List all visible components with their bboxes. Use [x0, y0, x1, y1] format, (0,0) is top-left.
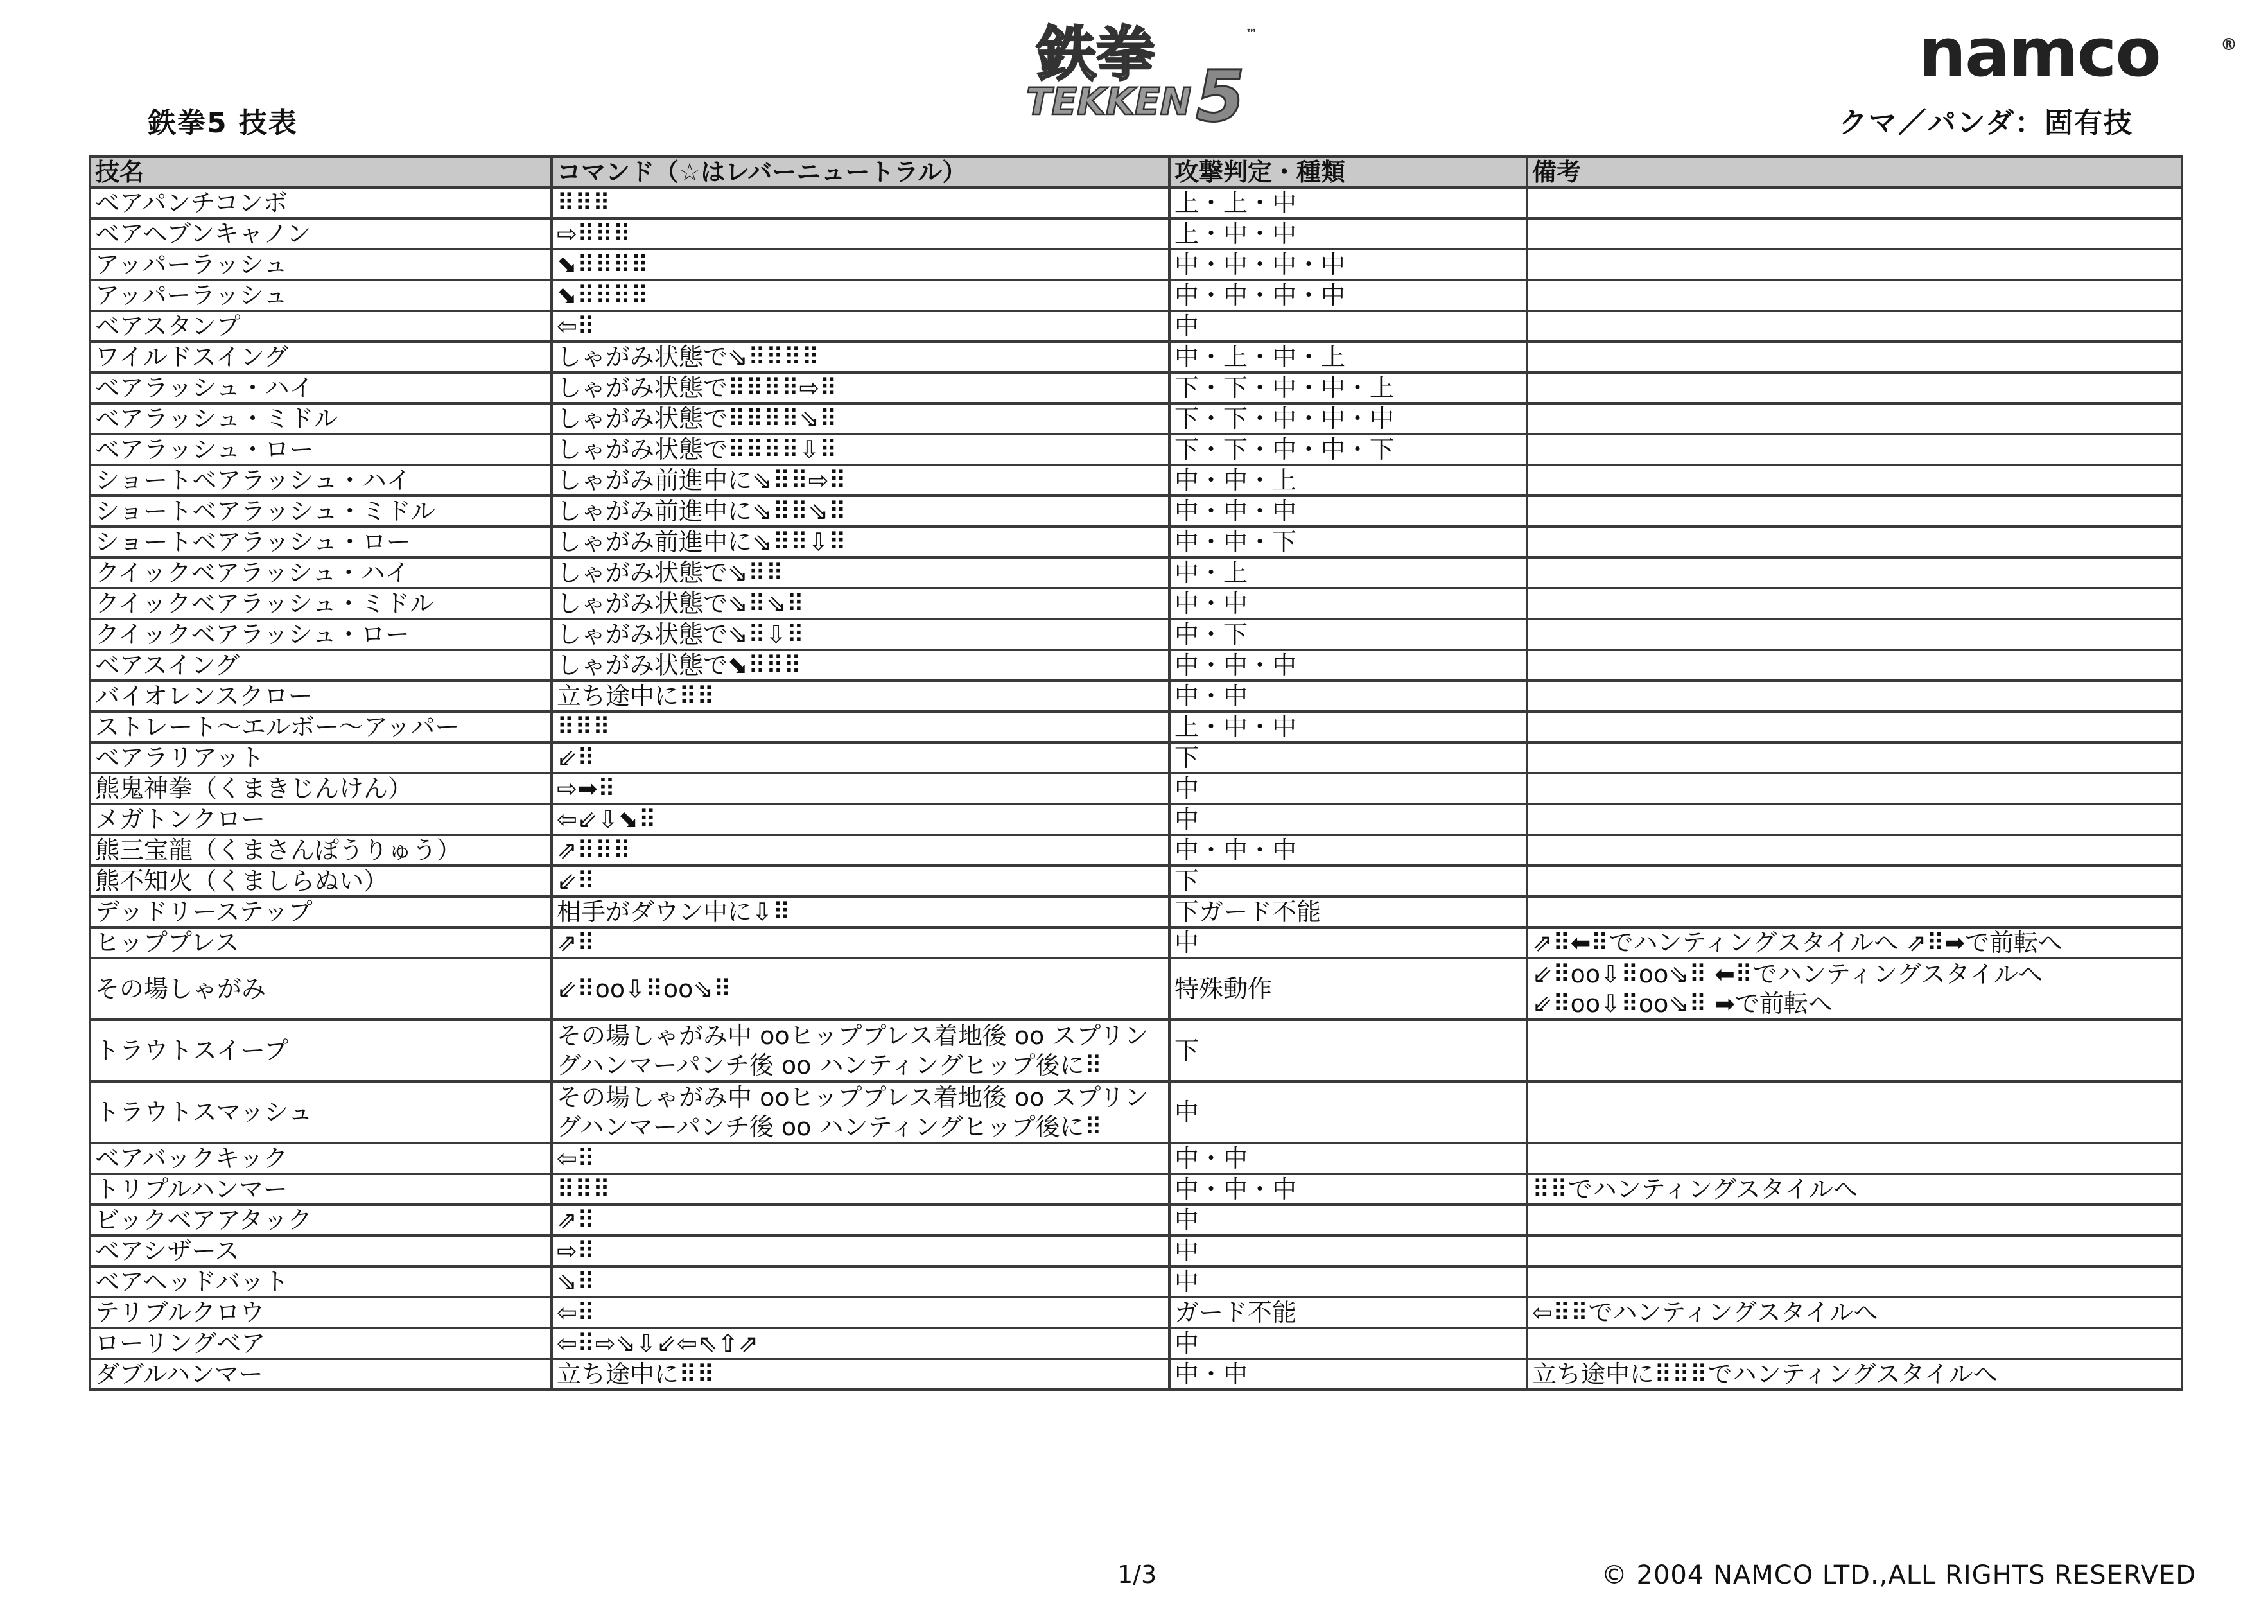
move-name: ベアスタンプ	[90, 311, 552, 342]
table-row	[90, 1143, 2182, 1174]
move-name: ヒッププレス	[90, 927, 552, 958]
page-number: 1/3	[1117, 1560, 1157, 1589]
attack-type: 中・中・中	[1169, 1174, 1527, 1205]
move-note	[1527, 1328, 2182, 1359]
attack-type: 下・下・中・中・上	[1169, 372, 1527, 403]
move-name: クイックベアラッシュ・ハイ	[90, 557, 552, 588]
attack-type: 中・中・中・中	[1169, 280, 1527, 311]
attack-type: 中	[1169, 311, 1527, 342]
move-name: ベアヘブンキャノン	[90, 218, 552, 249]
attack-type: 中・中	[1169, 588, 1527, 619]
move-note	[1527, 434, 2182, 465]
move-command: しゃがみ前進中に⇘⠿⠿⇘⠿	[552, 496, 1169, 527]
attack-type: 上・中・中	[1169, 218, 1527, 249]
move-note	[1527, 712, 2182, 742]
attack-type: 中	[1169, 1266, 1527, 1297]
attack-type: 中・上・中・上	[1169, 342, 1527, 372]
move-command: しゃがみ状態で⠿⠿⠿⠿⇩⠿	[552, 434, 1169, 465]
move-note	[1527, 835, 2182, 866]
move-command: しゃがみ状態で⇘⠿⇘⠿	[552, 588, 1169, 619]
move-command: ⇗⠿⠿⠿	[552, 835, 1169, 866]
document-title: 鉄拳5 技表	[148, 107, 298, 139]
move-command: その場しゃがみ中 ooヒッププレス着地後 oo スプリングハンマーパンチ後 oo ハンティングヒップ後に⠿	[552, 1081, 1169, 1143]
attack-type: 中	[1169, 927, 1527, 958]
logo-tm: ™	[1246, 27, 1257, 40]
move-command: ⇦⠿	[552, 1143, 1169, 1174]
move-name: ベアシザース	[90, 1235, 552, 1266]
move-command: その場しゃがみ中 ooヒッププレス着地後 oo スプリングハンマーパンチ後 oo ハンティングヒップ後に⠿	[552, 1020, 1169, 1081]
attack-type: 下ガード不能	[1169, 896, 1527, 927]
move-name: ワイルドスイング	[90, 342, 552, 372]
move-name: ダブルハンマー	[90, 1359, 552, 1390]
move-command: ⇦⇙⇩⬊⠿	[552, 804, 1169, 835]
table-row	[90, 1235, 2182, 1266]
table-row	[90, 712, 2182, 742]
move-name: クイックベアラッシュ・ミドル	[90, 588, 552, 619]
move-command: しゃがみ状態で⬊⠿⠿⠿	[552, 650, 1169, 681]
move-name: トラウトスイープ	[90, 1020, 552, 1081]
attack-type: 下	[1169, 742, 1527, 773]
move-note	[1527, 557, 2182, 588]
move-note	[1527, 896, 2182, 927]
move-name: 熊三宝龍（くまさんぽうりゅう）	[90, 835, 552, 866]
table-row	[90, 280, 2182, 311]
attack-type: 中	[1169, 1081, 1527, 1143]
move-note	[1527, 1235, 2182, 1266]
move-note	[1527, 218, 2182, 249]
attack-type: 中・中	[1169, 681, 1527, 712]
move-command: しゃがみ状態で⠿⠿⠿⠿⇘⠿	[552, 403, 1169, 434]
table-row	[90, 311, 2182, 342]
attack-type: 上・中・中	[1169, 712, 1527, 742]
attack-type: 中・中	[1169, 1143, 1527, 1174]
move-command: ⇙⠿oo⇩⠿oo⇘⠿	[552, 958, 1169, 1020]
move-command: ⠿⠿⠿	[552, 188, 1169, 218]
move-name: テリブルクロウ	[90, 1297, 552, 1328]
move-command: 立ち途中に⠿⠿	[552, 681, 1169, 712]
move-command: ⇦⠿	[552, 311, 1169, 342]
column-header-move-name: 技名	[90, 157, 552, 188]
move-command: ⠿⠿⠿	[552, 712, 1169, 742]
move-note	[1527, 1205, 2182, 1235]
move-note: ⇗⠿⬅⠿でハンティングスタイルへ ⇗⠿➡で前転へ	[1527, 927, 2182, 958]
table-row	[90, 188, 2182, 218]
table-row	[90, 588, 2182, 619]
move-name: トリプルハンマー	[90, 1174, 552, 1205]
attack-type: 中	[1169, 804, 1527, 835]
move-command: ⇦⠿⇨⇘⇩⇙⇦⇖⇧⇗	[552, 1328, 1169, 1359]
column-header-attack-type: 攻撃判定・種類	[1169, 157, 1527, 188]
table-row	[90, 465, 2182, 496]
namco-wordmark: namco	[1919, 24, 2160, 89]
attack-type: 上・上・中	[1169, 188, 1527, 218]
move-command: ⬊⠿⠿⠿⠿	[552, 280, 1169, 311]
move-command: しゃがみ前進中に⇘⠿⠿⇩⠿	[552, 527, 1169, 557]
move-note: 立ち途中に⠿⠿⠿でハンティングスタイルへ	[1527, 1359, 2182, 1390]
attack-type: 下・下・中・中・中	[1169, 403, 1527, 434]
table-row	[90, 742, 2182, 773]
table-header-row	[90, 157, 2182, 188]
move-name: トラウトスマッシュ	[90, 1081, 552, 1143]
move-command: ⇦⠿	[552, 1297, 1169, 1328]
attack-type: 中	[1169, 773, 1527, 804]
table-row	[90, 1205, 2182, 1235]
move-name: ベアパンチコンボ	[90, 188, 552, 218]
move-note	[1527, 311, 2182, 342]
table-row	[90, 804, 2182, 835]
attack-type: 中・中・上	[1169, 465, 1527, 496]
logo-number: 5	[1196, 55, 1245, 127]
move-note: ⠿⠿でハンティングスタイルへ	[1527, 1174, 2182, 1205]
move-name: アッパーラッシュ	[90, 249, 552, 280]
attack-type: 中・上	[1169, 557, 1527, 588]
move-name: ベアバックキック	[90, 1143, 552, 1174]
namco-logo	[1919, 24, 2243, 89]
move-name: 熊鬼神拳（くまきじんけん）	[90, 773, 552, 804]
table-row	[90, 342, 2182, 372]
table-row	[90, 1266, 2182, 1297]
move-command: ⇨⠿	[552, 1235, 1169, 1266]
move-name: ショートベアラッシュ・ミドル	[90, 496, 552, 527]
move-note	[1527, 465, 2182, 496]
move-command: ⇙⠿	[552, 866, 1169, 896]
table-row	[90, 557, 2182, 588]
move-note: ⇦⠿⠿でハンティングスタイルへ	[1527, 1297, 2182, 1328]
move-name: ベアラリアット	[90, 742, 552, 773]
move-note	[1527, 1266, 2182, 1297]
attack-type: 中・中・下	[1169, 527, 1527, 557]
move-name: ベアラッシュ・ミドル	[90, 403, 552, 434]
move-command: しゃがみ状態で⇘⠿⠿	[552, 557, 1169, 588]
move-note	[1527, 280, 2182, 311]
move-command: ⇘⠿	[552, 1266, 1169, 1297]
attack-type: 中・中・中	[1169, 835, 1527, 866]
table-row	[90, 527, 2182, 557]
table-row	[90, 218, 2182, 249]
move-name: ベアヘッドバット	[90, 1266, 552, 1297]
move-command: しゃがみ状態で⇘⠿⇩⠿	[552, 619, 1169, 650]
copyright-notice: © 2004 NAMCO LTD.,ALL RIGHTS RESERVED	[1601, 1560, 2196, 1590]
table-row	[90, 249, 2182, 280]
move-note	[1527, 742, 2182, 773]
move-command: しゃがみ状態で⠿⠿⠿⠿⇨⠿	[552, 372, 1169, 403]
table-row	[90, 372, 2182, 403]
move-note	[1527, 1081, 2182, 1143]
move-name: ベアラッシュ・ロー	[90, 434, 552, 465]
move-note	[1527, 1020, 2182, 1081]
move-note	[1527, 188, 2182, 218]
move-note	[1527, 681, 2182, 712]
move-command: ⇨⠿⠿⠿	[552, 218, 1169, 249]
table-row	[90, 403, 2182, 434]
move-command: ⇗⠿	[552, 1205, 1169, 1235]
move-note	[1527, 650, 2182, 681]
move-note	[1527, 496, 2182, 527]
move-note	[1527, 804, 2182, 835]
move-note	[1527, 866, 2182, 896]
move-note: ⇙⠿oo⇩⠿oo⇘⠿ ⬅⠿でハンティングスタイルへ ⇙⠿oo⇩⠿oo⇘⠿ ➡で前転へ	[1527, 958, 2182, 1020]
table-row	[90, 650, 2182, 681]
attack-type: 中・下	[1169, 619, 1527, 650]
move-note	[1527, 619, 2182, 650]
move-command: しゃがみ状態で⇘⠿⠿⠿⠿	[552, 342, 1169, 372]
move-note	[1527, 588, 2182, 619]
move-name: ローリングベア	[90, 1328, 552, 1359]
table-row	[90, 958, 2182, 1020]
move-note	[1527, 403, 2182, 434]
table-row	[90, 1359, 2182, 1390]
attack-type: 中・中	[1169, 1359, 1527, 1390]
attack-type: 特殊動作	[1169, 958, 1527, 1020]
character-title: クマ／パンダ：固有技	[1838, 107, 2133, 139]
move-command: 立ち途中に⠿⠿	[552, 1359, 1169, 1390]
move-name: その場しゃがみ	[90, 958, 552, 1020]
move-command: ⬊⠿⠿⠿⠿	[552, 249, 1169, 280]
tekken-5-logo	[1008, 18, 1278, 127]
move-name: ビックベアアタック	[90, 1205, 552, 1235]
move-name: メガトンクロー	[90, 804, 552, 835]
attack-type: 中・中・中	[1169, 650, 1527, 681]
table-row	[90, 866, 2182, 896]
table-row	[90, 1297, 2182, 1328]
registered-mark: ®	[2220, 35, 2237, 55]
move-note	[1527, 342, 2182, 372]
move-command: しゃがみ前進中に⇘⠿⠿⇨⠿	[552, 465, 1169, 496]
attack-type: 中	[1169, 1205, 1527, 1235]
logo-tekken-text: TEKKEN	[1026, 80, 1192, 123]
table-row	[90, 1081, 2182, 1143]
attack-type: 中・中・中・中	[1169, 249, 1527, 280]
move-name: ショートベアラッシュ・ロー	[90, 527, 552, 557]
column-header-command: コマンド（☆はレバーニュートラル）	[552, 157, 1169, 188]
move-name: ベアスイング	[90, 650, 552, 681]
table-row	[90, 619, 2182, 650]
attack-type: 中	[1169, 1235, 1527, 1266]
move-note	[1527, 249, 2182, 280]
move-command: 相手がダウン中に⇩⠿	[552, 896, 1169, 927]
table-row	[90, 1174, 2182, 1205]
attack-type: 中	[1169, 1328, 1527, 1359]
attack-type: 下・下・中・中・下	[1169, 434, 1527, 465]
move-name: 熊不知火（くましらぬい）	[90, 866, 552, 896]
column-header-notes: 備考	[1527, 157, 2182, 188]
move-rows	[90, 188, 2182, 1390]
move-name: ベアラッシュ・ハイ	[90, 372, 552, 403]
table-row	[90, 773, 2182, 804]
move-name: ショートベアラッシュ・ハイ	[90, 465, 552, 496]
move-note	[1527, 773, 2182, 804]
move-name: ストレート〜エルボー〜アッパー	[90, 712, 552, 742]
move-note	[1527, 372, 2182, 403]
logo-kanji: 鉄拳	[1037, 20, 1156, 89]
move-command: ⇗⠿	[552, 927, 1169, 958]
table-row	[90, 927, 2182, 958]
table-row	[90, 496, 2182, 527]
move-list-table	[89, 155, 2183, 1391]
move-note	[1527, 527, 2182, 557]
attack-type: 下	[1169, 866, 1527, 896]
table-row	[90, 434, 2182, 465]
move-note	[1527, 1143, 2182, 1174]
move-name: アッパーラッシュ	[90, 280, 552, 311]
table-row	[90, 681, 2182, 712]
move-name: デッドリーステップ	[90, 896, 552, 927]
table-row	[90, 1020, 2182, 1081]
move-command: ⠿⠿⠿	[552, 1174, 1169, 1205]
move-name: クイックベアラッシュ・ロー	[90, 619, 552, 650]
move-name: バイオレンスクロー	[90, 681, 552, 712]
table-row	[90, 835, 2182, 866]
attack-type: 中・中・中	[1169, 496, 1527, 527]
move-command: ⇙⠿	[552, 742, 1169, 773]
table-row	[90, 1328, 2182, 1359]
attack-type: ガード不能	[1169, 1297, 1527, 1328]
attack-type: 下	[1169, 1020, 1527, 1081]
move-command: ⇨➡⠿	[552, 773, 1169, 804]
table-row	[90, 896, 2182, 927]
